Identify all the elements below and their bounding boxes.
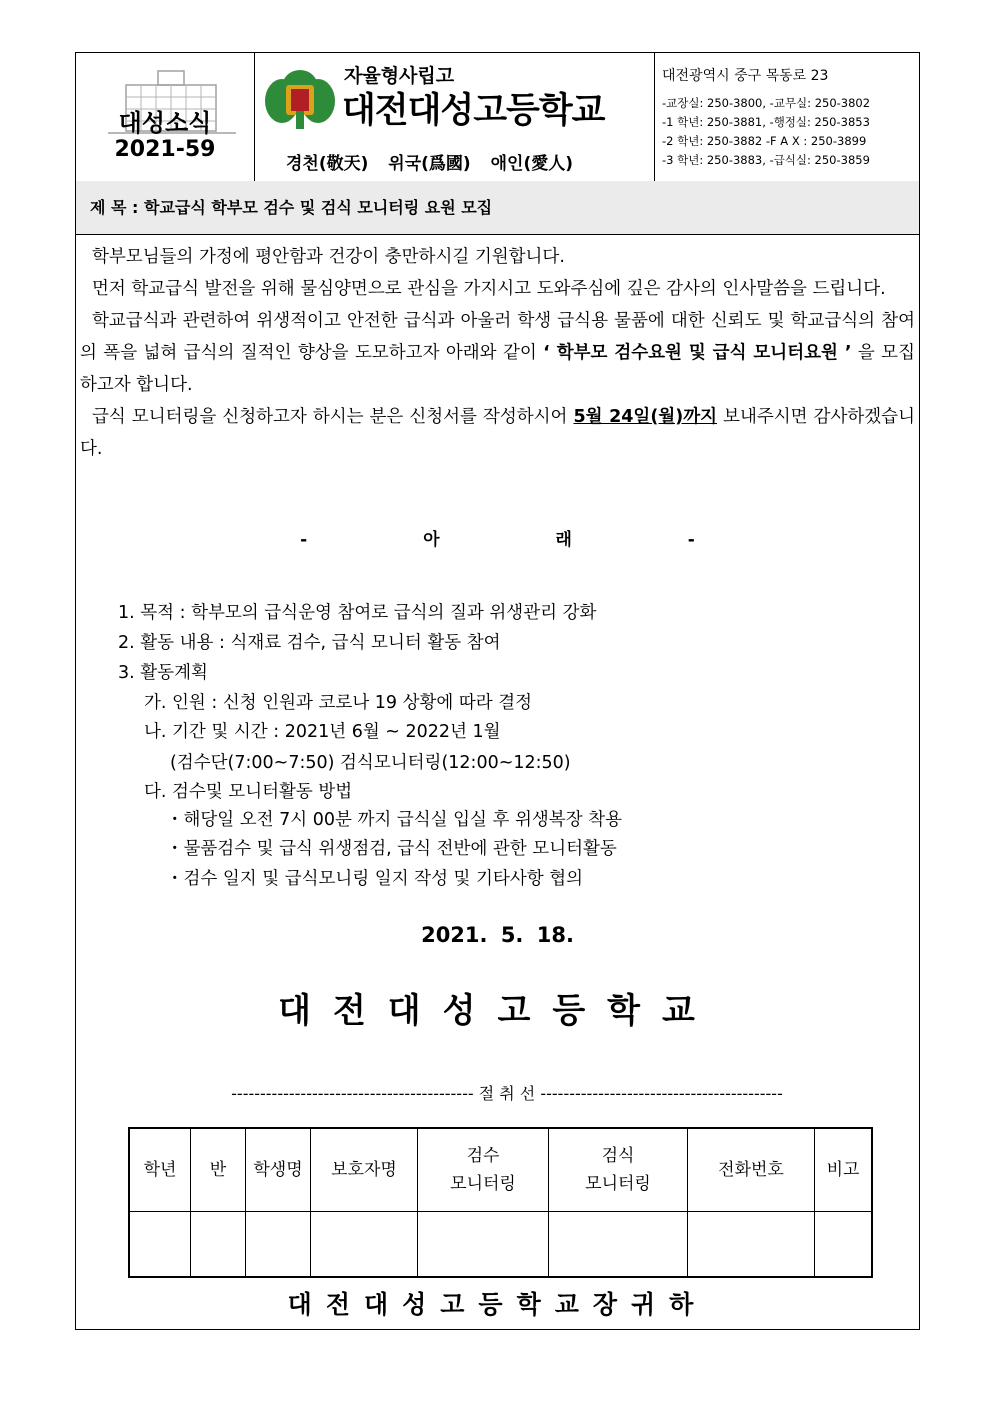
table-header-cell: 비고	[815, 1128, 873, 1212]
letterhead	[76, 53, 919, 182]
letter-body	[80, 241, 915, 465]
phone-line: -3 학년: 250-3883, -급식실: 250-3859	[662, 153, 870, 167]
list-item: ・해당일 오전 7시 00분 까지 급식실 입실 후 위생복장 착용	[166, 810, 622, 830]
cut-line-label: 절 취 선	[478, 1084, 536, 1103]
form-input-cell[interactable]	[815, 1212, 873, 1278]
below-heading: - 아 래 -	[300, 530, 695, 550]
school-name: 대전대성고등학교	[342, 91, 605, 131]
subject-line: 제 목 : 학교급식 학부모 검수 및 검식 모니터링 요원 모집	[76, 181, 919, 235]
list-item: 3. 활동계획	[118, 663, 208, 683]
table-header-cell: 보호자명	[311, 1128, 418, 1212]
newsletter-number: 2021-59	[114, 137, 216, 162]
addressee-line: 대전대성고등학교장귀하	[287, 1290, 708, 1319]
body-paragraph: 학부모님들의 가정에 평안함과 건강이 충만하시길 기원합니다.	[92, 247, 565, 267]
school-title-box	[254, 53, 655, 181]
table-header-cell: 학생명	[246, 1128, 311, 1212]
school-type: 자율형사립고	[344, 65, 455, 87]
body-paragraph: 먼저 학교급식 발전을 위해 물심양면으로 관심을 가지시고 도와주심에 깊은 감사의 인사말씀을 드립니다.	[92, 279, 886, 299]
document-page	[75, 52, 920, 1330]
newsletter-name: 대성소식	[118, 109, 212, 137]
list-item: (검수단(7:00~7:50) 검식모니터링(12:00~12:50)	[170, 753, 571, 773]
body-paragraph: 학교급식과 관련하여 위생적이고 안전한 급식과 아울러 학생 급식용 물품에 대한 신뢰도 및 학교급식의 참여의 폭을 넓혀 급식의 질적인 향상을 도모하고자 아래와 같이 ‘ 학부모 검수요원 및 급식 모니터요원 ’ 을 모집 하고자 합니다.	[80, 311, 915, 395]
deadline-text: 5월 24일(월)까지	[573, 407, 718, 427]
table-header-cell: 검수 모니터링	[418, 1128, 549, 1212]
newsletter-box	[76, 53, 255, 181]
list-item: 나. 기간 및 시간 : 2021년 6월 ~ 2022년 1월	[144, 722, 501, 742]
form-input-cell[interactable]	[549, 1212, 688, 1278]
table-header-row	[129, 1128, 872, 1212]
table-header-cell: 전화번호	[688, 1128, 815, 1212]
issue-date: 2021. 5. 18.	[421, 923, 574, 947]
school-motto: 경천(敬天) 위국(爲國) 애인(愛人)	[286, 154, 573, 174]
form-input-cell[interactable]	[191, 1212, 246, 1278]
list-item: 다. 검수및 모니터활동 방법	[144, 782, 353, 802]
table-row	[129, 1212, 872, 1278]
phone-line: -1 학년: 250-3881, -행정실: 250-3853	[662, 115, 870, 129]
body-paragraph: 급식 모니터링을 신청하고자 하시는 분은 신청서를 작성하시어 5월 24일(월)까지 보내주시면 감사하겠습니다.	[80, 407, 915, 459]
table-header-cell: 검식 모니터링	[549, 1128, 688, 1212]
contact-box	[654, 53, 919, 181]
phone-line: -교장실: 250-3800, -교무실: 250-3802	[662, 96, 871, 110]
list-item: 1. 목적 : 학부모의 급식운영 참여로 급식의 질과 위생관리 강화	[118, 603, 597, 623]
form-input-cell[interactable]	[311, 1212, 418, 1278]
form-input-cell[interactable]	[688, 1212, 815, 1278]
form-input-cell[interactable]	[418, 1212, 549, 1278]
table-header-cell: 반	[191, 1128, 246, 1212]
school-address: 대전광역시 중구 목동로 23	[662, 68, 829, 84]
list-item: 가. 인원 : 신청 인원과 코로나 19 상황에 따라 결정	[144, 693, 533, 713]
school-signature-name: 대전대성고등학교	[278, 991, 717, 1031]
highlight-text: ‘ 학부모 검수요원 및 급식 모니터요원 ’	[543, 343, 852, 363]
list-item: 2. 활동 내용 : 식재료 검수, 급식 모니터 활동 참여	[118, 633, 501, 653]
form-input-cell[interactable]	[246, 1212, 311, 1278]
cut-line: ------------------------------------------ 절 취 선 ------------------------------------------	[231, 1084, 783, 1103]
table-header-cell: 학년	[129, 1128, 191, 1212]
list-item: ・물품검수 및 급식 위생점검, 급식 전반에 관한 모니터활동	[166, 839, 617, 859]
school-emblem-icon	[262, 67, 338, 133]
form-input-cell[interactable]	[129, 1212, 191, 1278]
list-item: ・검수 일지 및 급식모니링 일지 작성 및 기타사항 협의	[166, 869, 584, 889]
phone-line: -2 학년: 250-3882 -F A X : 250-3899	[662, 134, 867, 148]
application-form-table	[128, 1127, 873, 1278]
